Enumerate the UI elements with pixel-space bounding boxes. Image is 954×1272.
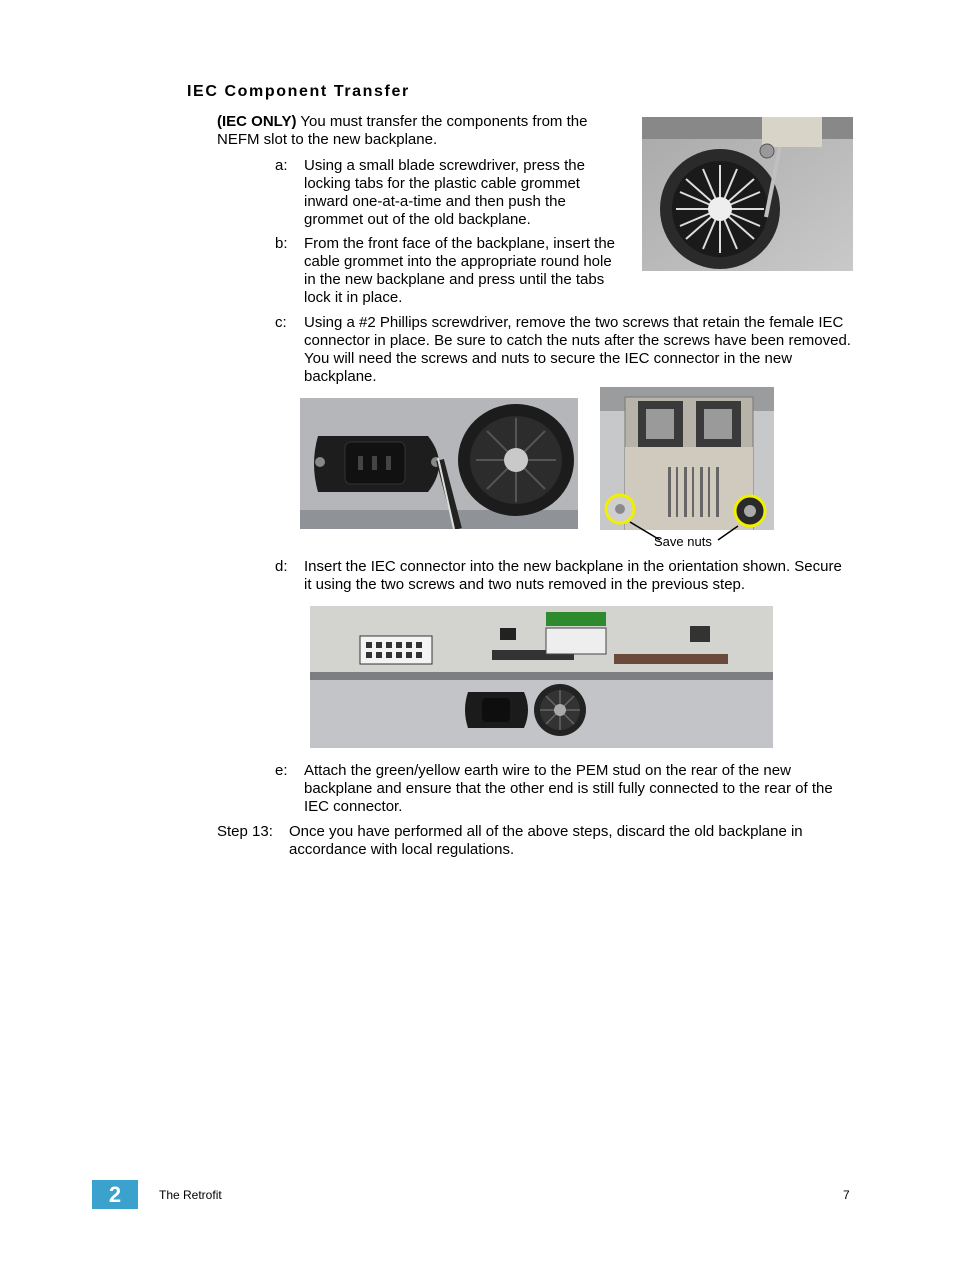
iec-rear-photo — [600, 387, 774, 530]
step-c-text: Using a #2 Phillips screwdriver, remove the two screws that retain the female IEC connector in place. Be sure to catch the nuts after the screws have been removed. You will need the screws and nuts to secure the IEC connector in the new backplane. — [304, 314, 851, 385]
intro-text: You must transfer the components from the NEFM slot to the new backplane. — [217, 113, 588, 148]
step-a-text: Using a small blade screwdriver, press the locking tabs for the plastic cable grommet inward one-at-a-time and then push the grommet out of the old backplane. — [304, 157, 585, 228]
step-b-text: From the front face of the backplane, insert the cable grommet into the appropriate round hole in the new backplane and press until the tabs lock it in place. — [304, 235, 616, 306]
save-nuts-caption: Save nuts — [654, 534, 712, 549]
step-e-text: Attach the green/yellow earth wire to the PEM stud on the rear of the new backplane and ensure that the other end is still fully connected to the rear of the IEC connector. — [304, 762, 833, 815]
step-b-label: b: — [275, 235, 288, 252]
step-13-label: Step 13: — [217, 823, 273, 840]
step-e-label: e: — [275, 762, 288, 779]
section-title: IEC Component Transfer — [187, 83, 410, 100]
grommet-photo — [642, 117, 853, 271]
new-backplane-photo — [310, 606, 773, 748]
step-d-text: Insert the IEC connector into the new backplane in the orientation shown. Secure it using the two screws and two nuts removed in the previous step. — [304, 558, 842, 593]
chapter-number-badge: 2 — [92, 1180, 138, 1209]
intro-bold: (IEC ONLY) — [217, 113, 297, 130]
step-c-label: c: — [275, 314, 287, 331]
step-a-label: a: — [275, 157, 288, 174]
footer-section-title: The Retrofit — [159, 1188, 222, 1202]
step-d-label: d: — [275, 558, 288, 575]
iec-connector-photo — [300, 398, 578, 529]
intro-paragraph — [217, 113, 617, 149]
page-number: 7 — [843, 1188, 850, 1202]
step-13-text: Once you have performed all of the above steps, discard the old backplane in accordance with local regulations. — [289, 823, 803, 858]
